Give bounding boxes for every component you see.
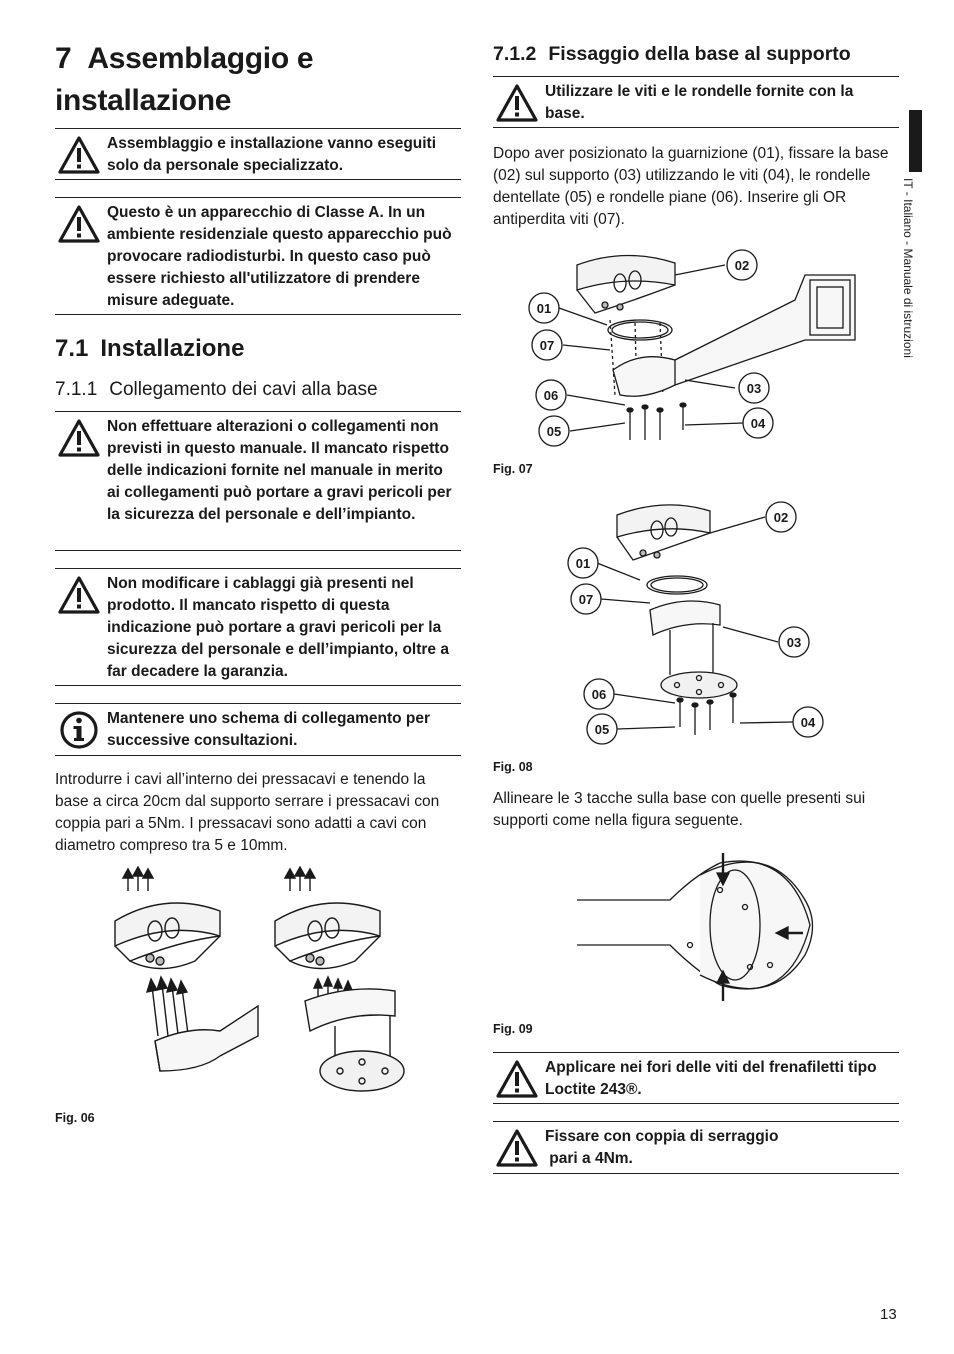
fig-09-illustration: [575, 845, 820, 1005]
section-title: Collegamento dei cavi alla base: [109, 379, 378, 400]
section-title: Installazione: [100, 335, 245, 362]
warning-triangle-icon: [57, 204, 101, 244]
warning-notice: [493, 76, 899, 128]
warning-triangle-icon: [495, 83, 539, 123]
body-paragraph: Allineare le 3 tacche sulla base con quelle presenti sui supporti come nella figura seguente.: [493, 790, 866, 829]
page-number: 13: [880, 1306, 897, 1323]
section-heading-7-1-1: [55, 378, 378, 402]
notice-text: Questo è un apparecchio di Classe A. In un ambiente residenziale questo apparecchio può provocare radiodisturbi. In questo caso può essere richiesto all'utilizzatore di prendere misure adeguate.: [107, 204, 452, 309]
figure-caption: Fig. 07: [493, 462, 533, 476]
warning-notice: [493, 1052, 899, 1104]
callout-04: 04: [800, 715, 816, 730]
notice-text-line: pari a 4Nm.: [545, 1150, 633, 1167]
warning-triangle-icon: [57, 575, 101, 615]
fig-07-illustration: [525, 245, 900, 455]
callout-04: 04: [750, 416, 766, 431]
notice-text: [545, 1126, 895, 1170]
notice-text-line: Fissare con coppia di serraggio: [545, 1128, 779, 1145]
side-label: IT - Italiano - Manuale di istruzioni: [901, 178, 915, 358]
notice-text: Non effettuare alterazioni o collegamenti non previsti in questo manuale. Il mancato rispetto delle indicazioni fornite nel manuale in merito ai collegamenti può portare a gravi pericoli per la sicurezza del personale e dell’impianto.: [107, 418, 452, 523]
body-paragraph: Introdurre i cavi all’interno dei pressacavi e tenendo la base a circa 20cm dal supporto serrare i pressacavi con coppia pari a 5Nm. I pressacavi sono adatti a cavi con diametro compreso tra 5 e 10mm.: [55, 771, 440, 854]
figure-caption: Fig. 09: [493, 1022, 533, 1036]
fig-08-illustration: [565, 495, 855, 745]
callout-06: 06: [591, 687, 607, 702]
callout-07: 07: [578, 592, 594, 607]
section-number: 7.1.2: [493, 43, 537, 65]
figure-caption: Fig. 06: [55, 1111, 95, 1125]
section-heading-7-1: [55, 334, 244, 364]
figure-caption: Fig. 08: [493, 760, 533, 774]
callout-05: 05: [594, 722, 610, 737]
chapter-title: [55, 38, 455, 122]
section-number: 7.1: [55, 335, 89, 362]
notice-text: Applicare nei fori delle viti del frenafiletti tipo Loctite 243®.: [545, 1059, 877, 1098]
section-heading-7-1-2: [493, 42, 851, 66]
callout-03: 03: [746, 381, 762, 396]
notice-text: Non modificare i cablaggi già presenti nel prodotto. Il mancato rispetto di questa indicazione può portare a gravi pericoli per la sicurezza del personale e dell’impianto, oltre a far decadere la garanzia.: [107, 575, 449, 680]
chapter-title-text: Assemblaggio e installazione: [55, 42, 314, 117]
warning-notice: [55, 197, 461, 315]
fig-06-illustration: [100, 866, 430, 1096]
notice-text: Assemblaggio e installazione vanno eseguiti solo da personale specializzato.: [107, 135, 437, 174]
warning-triangle-icon: [495, 1059, 539, 1099]
warning-notice: [55, 411, 461, 551]
callout-03: 03: [786, 635, 802, 650]
warning-notice: [493, 1121, 899, 1174]
warning-triangle-icon: [57, 418, 101, 458]
warning-triangle-icon: [495, 1128, 539, 1168]
chapter-number: 7: [55, 42, 72, 75]
notice-text: Utilizzare le viti e le rondelle fornite con la base.: [545, 83, 854, 122]
side-tab-marker: [909, 110, 922, 172]
info-icon: [57, 710, 101, 750]
section-title: Fissaggio della base al supporto: [548, 43, 851, 65]
callout-02: 02: [734, 258, 750, 273]
info-notice: [55, 703, 461, 756]
warning-triangle-icon: [57, 135, 101, 175]
callout-07: 07: [539, 338, 555, 353]
warning-notice: [55, 128, 461, 180]
callout-06: 06: [543, 388, 559, 403]
callout-05: 05: [546, 424, 562, 439]
callout-01: 01: [575, 556, 591, 571]
warning-notice: [55, 568, 461, 686]
notice-text: Mantenere uno schema di collegamento per successive consultazioni.: [107, 710, 430, 749]
callout-01: 01: [536, 301, 552, 316]
body-paragraph: Dopo aver posizionato la guarnizione (01), fissare la base (02) sul supporto (03) utilizzando le viti (04), le rondelle dentellate (05) e rondelle piane (06). Inserire gli OR antiperdita viti (07).: [493, 145, 889, 228]
callout-02: 02: [773, 510, 789, 525]
section-number: 7.1.1: [55, 379, 98, 400]
